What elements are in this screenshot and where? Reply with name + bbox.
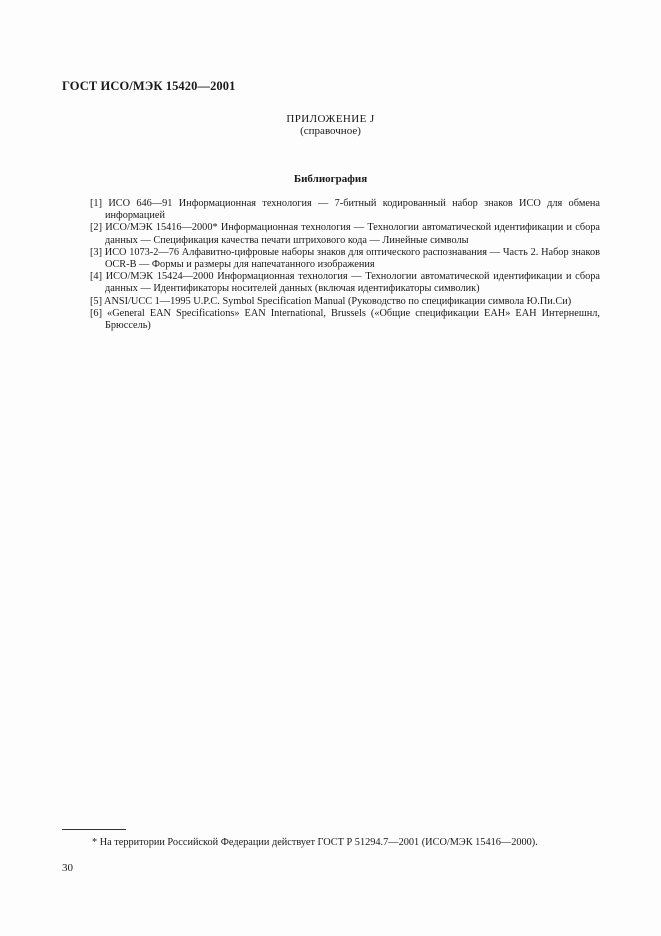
footnote-divider — [62, 829, 126, 830]
bibliography-item-5: [5] ANSI/UCC 1—1995 U.P.C. Symbol Specification Manual (Руководство по спецификации символа Ю.Пи.Си) — [90, 295, 572, 307]
document-code-header: ГОСТ ИСО/МЭК 15420—2001 — [62, 79, 236, 93]
bibliography-item-2: [2] ИСО/МЭК 15416—2000* Информационная технология — Технологии автоматической идентификации и сбора данных — Спецификация качества печати штрихового кода — Линейные символы — [90, 222, 600, 246]
appendix-subtitle: (справочное) — [300, 125, 361, 137]
bibliography-item-4: [4] ИСО/МЭК 15424—2000 Информационная технология — Технологии автоматической идентификации и сбора данных — Идентификаторы носителей данных (включая идентификаторы символик) — [90, 271, 600, 295]
bibliography-list — [90, 198, 600, 332]
bibliography-item-1: [1] ИСО 646—91 Информационная технология — 7-битный кодированный набор знаков ИСО для обмена информацией — [90, 198, 600, 222]
bibliography-item-6: [6] «General EAN Specifications» EAN International, Brussels («Общие спецификации ЕАН» ЕАН Интернешнл, Брюссель) — [90, 307, 600, 332]
appendix-title: ПРИЛОЖЕНИЕ J — [286, 113, 375, 125]
page-number: 30 — [62, 862, 73, 874]
bibliography-heading: Библиография — [293, 173, 368, 185]
footnote: * На территории Российской Федерации действует ГОСТ Р 51294.7—2001 (ИСО/МЭК 15416—2000). — [92, 837, 538, 848]
bibliography-item-3: [3] ИСО 1073-2—76 Алфавитно-цифровые наборы знаков для оптического распознавания — Часть 2. Набор знаков OCR-B — Формы и размеры для напечатанного изображения — [90, 246, 600, 271]
